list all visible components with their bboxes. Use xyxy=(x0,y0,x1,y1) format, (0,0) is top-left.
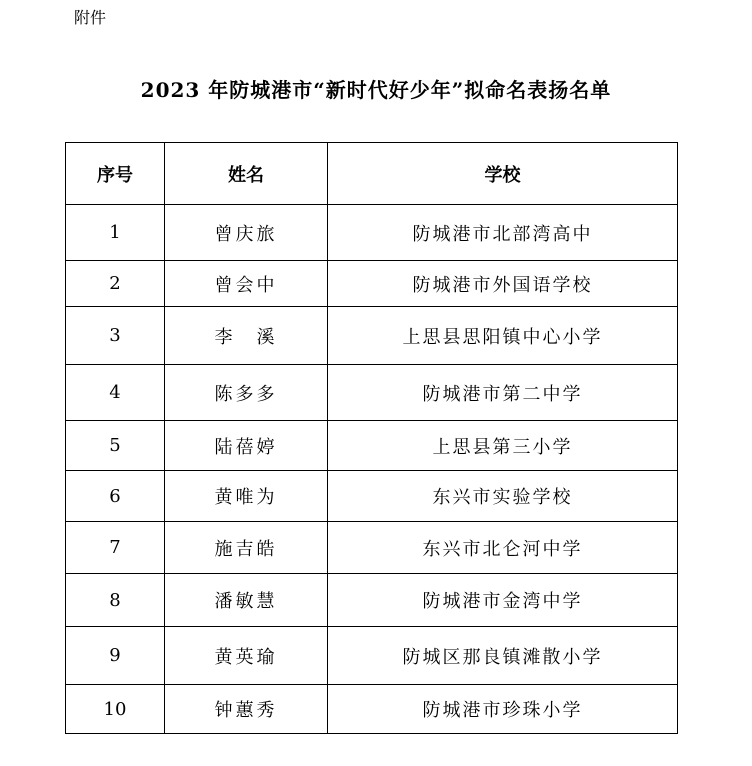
name-cell: 陆蓓婷 xyxy=(165,421,328,471)
serial-number-cell: 6 xyxy=(66,471,165,522)
table-row xyxy=(66,574,678,627)
serial-number-cell: 7 xyxy=(66,522,165,574)
table-row xyxy=(66,205,678,261)
school-cell: 防城港市第二中学 xyxy=(328,365,678,421)
serial-number-cell: 2 xyxy=(66,261,165,307)
serial-number-cell: 9 xyxy=(66,627,165,685)
table-row xyxy=(66,627,678,685)
table-row xyxy=(66,365,678,421)
honoree-table xyxy=(65,142,678,734)
name-cell: 施吉皓 xyxy=(165,522,328,574)
header-name: 姓名 xyxy=(165,143,328,205)
table-row xyxy=(66,685,678,734)
name-cell: 陈多多 xyxy=(165,365,328,421)
name-cell: 黄英瑜 xyxy=(165,627,328,685)
school-cell: 防城区那良镇滩散小学 xyxy=(328,627,678,685)
school-cell: 上思县第三小学 xyxy=(328,421,678,471)
name-cell: 李 溪 xyxy=(165,307,328,365)
name-cell: 钟蕙秀 xyxy=(165,685,328,734)
table-row xyxy=(66,261,678,307)
school-cell: 防城港市外国语学校 xyxy=(328,261,678,307)
school-cell: 防城港市金湾中学 xyxy=(328,574,678,627)
school-cell: 东兴市实验学校 xyxy=(328,471,678,522)
table-row xyxy=(66,307,678,365)
serial-number-cell: 8 xyxy=(66,574,165,627)
document-title: 2023 年防城港市“新时代好少年”拟命名表扬名单 xyxy=(140,78,612,102)
serial-number-cell: 3 xyxy=(66,307,165,365)
header-serial-number: 序号 xyxy=(66,143,165,205)
table-row xyxy=(66,421,678,471)
table-row xyxy=(66,471,678,522)
table-row xyxy=(66,522,678,574)
serial-number-cell: 1 xyxy=(66,205,165,261)
name-cell: 潘敏慧 xyxy=(165,574,328,627)
serial-number-cell: 10 xyxy=(66,685,165,734)
serial-number-cell: 4 xyxy=(66,365,165,421)
attachment-label: 附件 xyxy=(74,8,107,27)
school-cell: 东兴市北仑河中学 xyxy=(328,522,678,574)
name-cell: 黄唯为 xyxy=(165,471,328,522)
school-cell: 上思县思阳镇中心小学 xyxy=(328,307,678,365)
name-cell: 曾庆旅 xyxy=(165,205,328,261)
school-cell: 防城港市珍珠小学 xyxy=(328,685,678,734)
table-header-row xyxy=(66,143,678,205)
header-school: 学校 xyxy=(328,143,678,205)
serial-number-cell: 5 xyxy=(66,421,165,471)
school-cell: 防城港市北部湾高中 xyxy=(328,205,678,261)
name-cell: 曾会中 xyxy=(165,261,328,307)
